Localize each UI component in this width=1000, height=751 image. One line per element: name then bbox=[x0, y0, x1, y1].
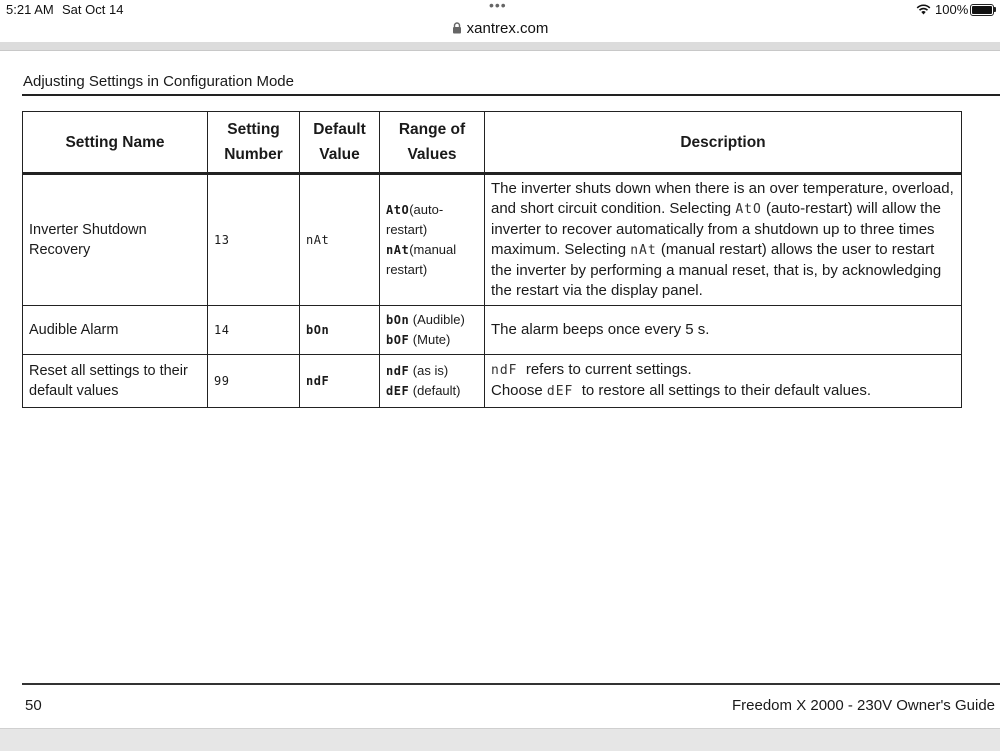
browser-toolbar-divider bbox=[0, 42, 1000, 51]
settings-table bbox=[22, 111, 962, 408]
section-title: Adjusting Settings in Configuration Mode bbox=[23, 73, 294, 90]
setting-number-cell bbox=[208, 306, 300, 355]
battery-percent: 100% bbox=[935, 2, 969, 17]
description-text: (manual restart) allows the user to restart the inverter by performing a manual reset, that is, by acknowledging the restart via the display panel. bbox=[491, 241, 942, 299]
header-default-value bbox=[300, 112, 380, 174]
range-cell bbox=[380, 355, 485, 408]
footer-divider bbox=[22, 683, 1000, 685]
url-text[interactable]: xantrex.com bbox=[466, 20, 549, 37]
default-value: ndF bbox=[306, 374, 330, 388]
header-range-of-values bbox=[380, 112, 485, 174]
table-header-row bbox=[23, 112, 962, 174]
setting-name-cell: Audible Alarm bbox=[23, 306, 208, 355]
description-text: Choose bbox=[491, 382, 547, 399]
default-value: nAt bbox=[306, 233, 330, 247]
range-text: (manual restart) bbox=[386, 242, 457, 277]
bottom-toolbar bbox=[0, 728, 1000, 751]
range-code: nAt bbox=[386, 243, 410, 257]
description-cell: The alarm beeps once every 5 s. bbox=[485, 306, 962, 355]
header-default-value-line2: Value bbox=[319, 146, 360, 163]
range-text: (Mute) bbox=[409, 332, 451, 347]
setting-name-cell: Inverter Shutdown Recovery bbox=[23, 174, 208, 306]
range-code: AtO bbox=[386, 203, 410, 217]
setting-number-cell bbox=[208, 174, 300, 306]
range-code: dEF bbox=[386, 384, 410, 398]
header-setting-number-line1: Setting bbox=[227, 121, 280, 138]
lock-icon bbox=[452, 21, 462, 38]
header-range-line1: Range of bbox=[398, 121, 466, 138]
range-text: (default) bbox=[409, 383, 461, 398]
setting-name-cell: Reset all settings to their default values bbox=[23, 355, 208, 408]
range-text: (auto-restart) bbox=[386, 202, 444, 237]
table-row bbox=[23, 306, 962, 355]
page-number: 50 bbox=[25, 697, 42, 714]
default-value-cell bbox=[300, 306, 380, 355]
description-text: (auto-restart) will allow the inverter to recover automatically from a shutdown up to three times maximum. Selecting bbox=[491, 200, 942, 258]
description-code: dEF bbox=[546, 384, 574, 399]
default-value-cell bbox=[300, 355, 380, 408]
header-default-value-line1: Default bbox=[313, 121, 366, 138]
description-cell bbox=[485, 355, 962, 408]
description-cell bbox=[485, 174, 962, 306]
description-code: nAt bbox=[630, 243, 657, 258]
range-code: bOF bbox=[386, 333, 410, 347]
status-time: 5:21 AM bbox=[6, 2, 54, 17]
setting-number: 14 bbox=[214, 323, 230, 337]
setting-number: 99 bbox=[214, 374, 230, 388]
description-text: refers to current settings. bbox=[517, 361, 692, 378]
setting-number: 13 bbox=[214, 233, 230, 247]
default-value: bOn bbox=[306, 323, 330, 337]
range-text: (Audible) bbox=[409, 312, 465, 327]
header-description: Description bbox=[485, 112, 962, 174]
section-divider bbox=[22, 94, 1000, 96]
description-text: to restore all settings to their default values. bbox=[573, 382, 872, 399]
table-row bbox=[23, 355, 962, 408]
range-cell bbox=[380, 306, 485, 355]
header-range-line2: Values bbox=[407, 146, 457, 163]
header-setting-number-line2: Number bbox=[224, 146, 283, 163]
table-row bbox=[23, 174, 962, 306]
description-text: The inverter shuts down when there is an over temperature, overload, and short circuit condition. Selecting bbox=[491, 180, 954, 217]
range-code: ndF bbox=[386, 364, 410, 378]
battery-icon bbox=[970, 4, 994, 16]
header-setting-name: Setting Name bbox=[23, 112, 208, 174]
battery-tip bbox=[994, 7, 996, 12]
document-title: Freedom X 2000 - 230V Owner's Guide bbox=[732, 697, 995, 714]
setting-number-cell bbox=[208, 355, 300, 408]
default-value-cell bbox=[300, 174, 380, 306]
status-date: Sat Oct 14 bbox=[62, 2, 124, 17]
range-code: bOn bbox=[386, 313, 410, 327]
header-setting-number bbox=[208, 112, 300, 174]
address-bar[interactable] bbox=[0, 20, 1000, 42]
description-code: ndF bbox=[491, 363, 518, 378]
wifi-icon bbox=[916, 3, 931, 18]
status-bar bbox=[0, 0, 1000, 20]
multitasking-dots-icon[interactable]: ••• bbox=[489, 0, 507, 13]
range-text: (as is) bbox=[409, 363, 449, 378]
description-code: AtO bbox=[735, 202, 762, 217]
range-cell bbox=[380, 174, 485, 306]
